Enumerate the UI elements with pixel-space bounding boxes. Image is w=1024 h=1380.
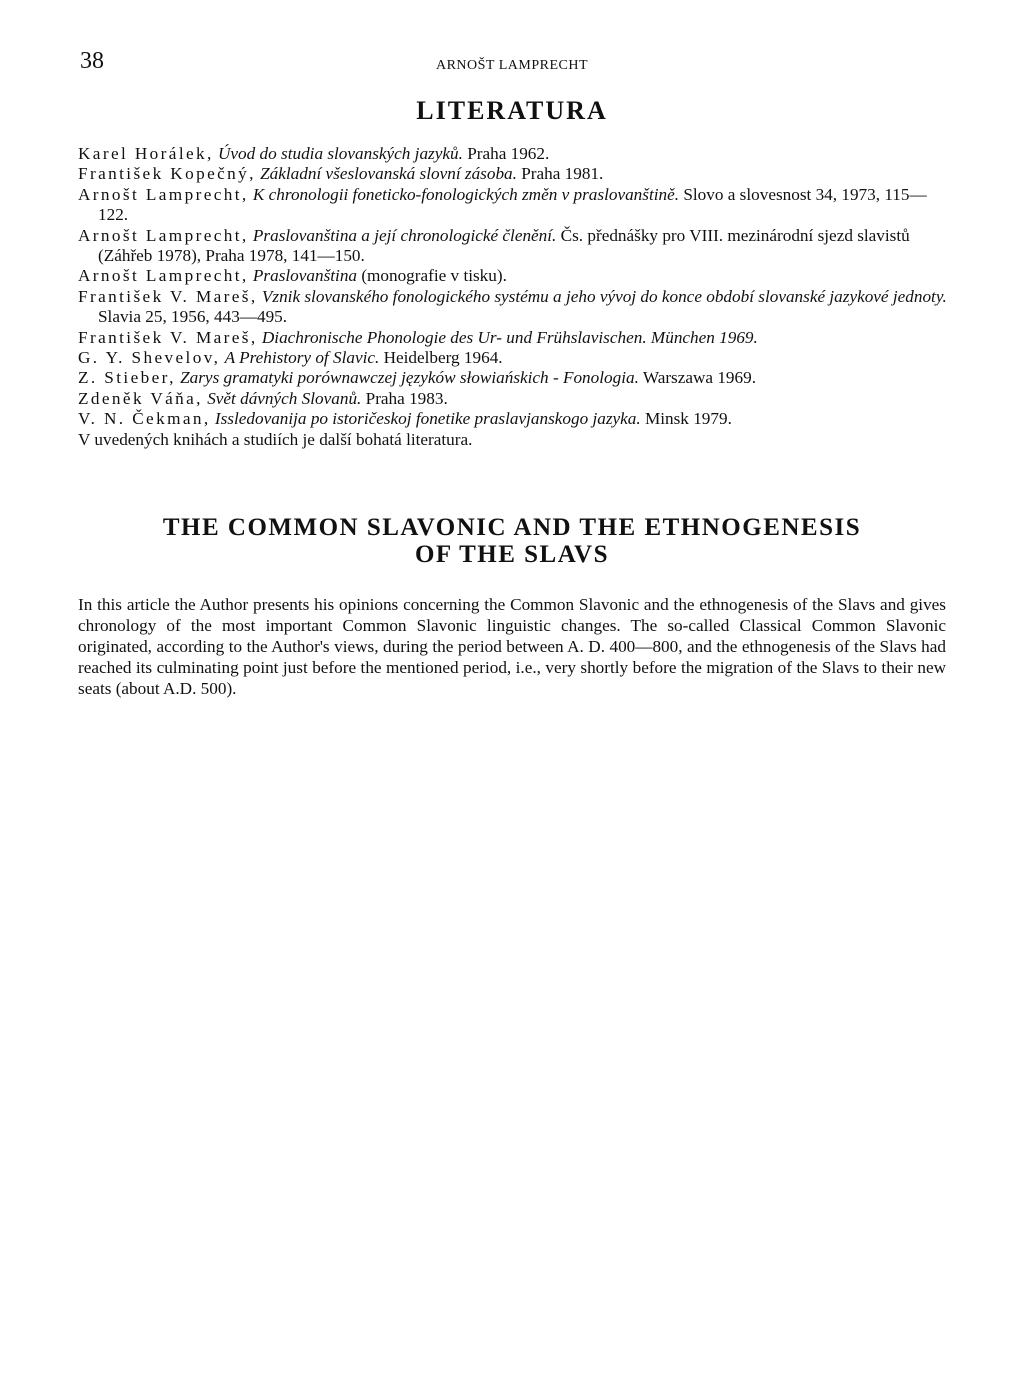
reference-details: Praha 1962. bbox=[462, 144, 550, 163]
reference-item bbox=[78, 164, 950, 184]
reference-item bbox=[78, 287, 950, 328]
reference-title: Praslovanština a její chronologické členění. bbox=[252, 225, 557, 245]
reference-note bbox=[78, 430, 950, 450]
reference-item bbox=[78, 185, 950, 226]
section-title: LITERATURA bbox=[416, 96, 608, 125]
reference-item bbox=[78, 389, 950, 409]
reference-item bbox=[78, 348, 950, 368]
reference-note-text: V uvedených knihách a studiích je další bohatá literatura. bbox=[78, 429, 473, 449]
reference-item bbox=[78, 226, 950, 267]
reference-author: G. Y. Shevelov, bbox=[78, 348, 221, 368]
reference-details: Praha 1981. bbox=[516, 164, 604, 184]
reference-item bbox=[78, 409, 950, 429]
reference-list bbox=[78, 144, 950, 450]
reference-title: A Prehistory of Slavic. bbox=[224, 348, 380, 368]
reference-title: Základní všeslovanská slovní zásoba. bbox=[260, 164, 517, 184]
reference-details: Slavia 25, 1956, 443—495. bbox=[98, 307, 288, 327]
reference-details: Praha 1983. bbox=[361, 388, 448, 408]
abstract-title-line: THE COMMON SLAVONIC AND THE ETHNOGENESIS bbox=[162, 514, 862, 541]
reference-title: K chronologii foneticko-fonologických změn v praslovanštině. bbox=[252, 184, 680, 204]
page-number: 38 bbox=[80, 48, 104, 74]
reference-title: Zarys gramatyki porównawczej języków słowiańskich - Fonologia. bbox=[180, 368, 639, 388]
reference-item bbox=[78, 328, 950, 348]
reference-title: Issledovanija po istoričeskoj fonetike praslavjanskogo jazyka. bbox=[214, 409, 641, 429]
reference-title: Vznik slovanského fonologického systému a jeho vývoj do konce období slovanské jazykové jednoty. bbox=[261, 286, 947, 306]
reference-details: Heidelberg 1964. bbox=[379, 348, 503, 368]
reference-author: Zdeněk Váňa, bbox=[78, 388, 203, 408]
reference-details: Minsk 1979. bbox=[640, 409, 732, 429]
abstract-body: In this article the Author presents his opinions concerning the Common Slavonic and the ethnogenesis of the Slavs and gives chronology of the most important Common Slavonic linguistic changes. The so-called Classical Common Slavonic originated, according to the Author's views, during the period between A. D. 400—800, and the ethnogenesis of the Slavs had reached its culminating point just before the mentioned period, i.e., very shortly before the migration of the Slavs to their new seats (about A.D. 500). bbox=[78, 595, 946, 698]
reference-author: Karel Horálek, bbox=[78, 144, 214, 163]
reference-author: Arnošt Lamprecht, bbox=[78, 266, 249, 286]
reference-details: Slovo a slovesnost 34, 1973, 115—122. bbox=[98, 184, 927, 225]
reference-title: Úvod do studia slovanských jazyků. bbox=[218, 144, 463, 163]
reference-title: Diachronische Phonologie des Ur- und Frühslavischen. München 1969. bbox=[261, 327, 758, 347]
reference-author: Arnošt Lamprecht, bbox=[78, 225, 249, 245]
reference-author: V. N. Čekman, bbox=[78, 409, 211, 429]
reference-author: František Kopečný, bbox=[78, 164, 256, 184]
reference-author: Arnošt Lamprecht, bbox=[78, 184, 249, 204]
abstract-title bbox=[0, 514, 1024, 568]
reference-author: František V. Mareš, bbox=[78, 286, 258, 306]
reference-item bbox=[78, 368, 950, 388]
reference-details: (monografie v tisku). bbox=[357, 266, 507, 286]
reference-title: Praslovanština bbox=[252, 266, 358, 286]
reference-details: Warszawa 1969. bbox=[638, 368, 757, 388]
running-head: ARNOŠT LAMPRECHT bbox=[435, 58, 589, 73]
reference-author: Z. Stieber, bbox=[78, 368, 176, 388]
reference-item bbox=[78, 144, 950, 164]
reference-author: František V. Mareš, bbox=[78, 327, 258, 347]
reference-details: Čs. přednášky pro VIII. mezinárodní sjezd slavistů (Záhřeb 1978), Praha 1978, 141—150. bbox=[98, 225, 910, 266]
abstract-title-line: OF THE SLAVS bbox=[414, 541, 609, 568]
reference-item bbox=[78, 266, 950, 286]
reference-title: Svět dávných Slovanů. bbox=[207, 388, 362, 408]
